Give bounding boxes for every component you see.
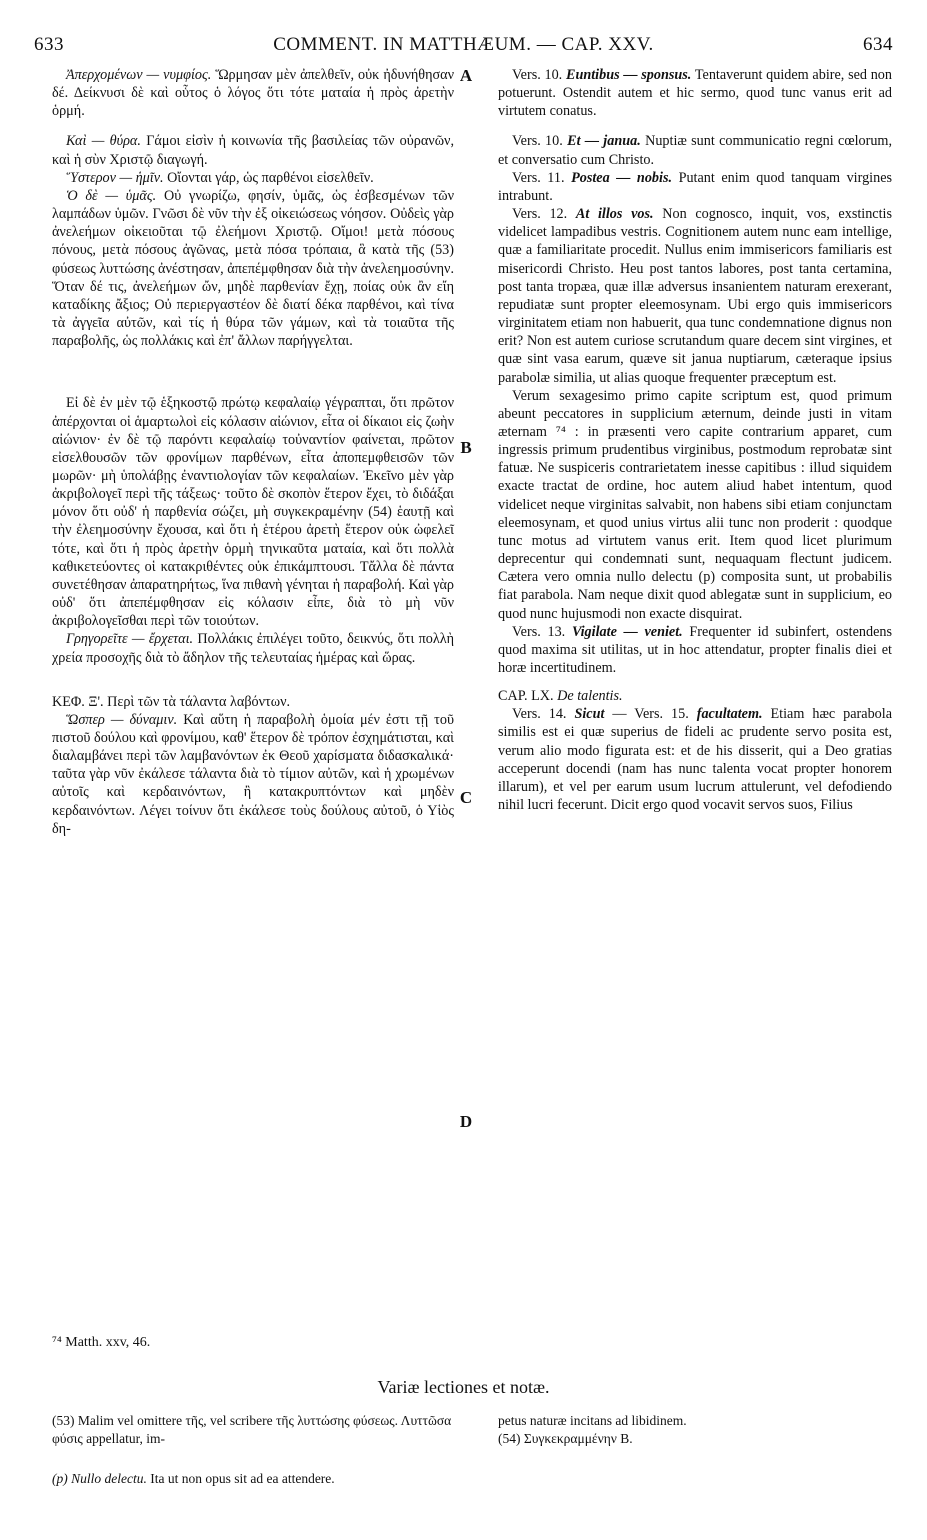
latin-paragraph xyxy=(498,387,892,623)
note-54-block xyxy=(498,1412,892,1448)
paragraph-text: Etiam hæc parabola similis est ei quæ superius de fideli ac prudente servo posita est, verum alio modo figurata est: et de his disserit, qui a Deo gratias acceperunt docendi (nam has nunc talenta vocat propter honorem illarum), et vel per earum usum lucrum attulerunt, vel defodiendo nihil lucri fecerunt. Dicit ergo quod vocavit servos suos, Filius xyxy=(498,706,893,814)
latin-paragraph xyxy=(498,66,892,120)
paragraph-text: Οἴονται γάρ, ὡς παρθένοι εἰσελθεῖν. xyxy=(167,169,374,186)
note-text: Ita ut non opus sit ad ea attendere. xyxy=(150,1471,335,1486)
lemma: Ἀπερχομένων — νυμφίος. xyxy=(66,67,212,83)
variae-lectiones-heading: Variæ lectiones et notæ. xyxy=(377,1377,550,1397)
paragraph-text: Nuptiæ sunt communicatio regni cœlorum, et conversatio cum Christo. xyxy=(498,133,893,168)
greek-paragraph xyxy=(52,394,454,630)
latin-paragraph xyxy=(498,205,892,387)
verse-ref: Vers. 11. xyxy=(512,169,565,186)
greek-paragraph xyxy=(52,169,454,187)
note-label: (p) Nullo delectu. xyxy=(52,1471,147,1486)
lemma: Euntibus — sponsus. xyxy=(565,67,692,83)
lemma: Vigilate — veniet. xyxy=(571,623,683,640)
verse-ref: Vers. 10. xyxy=(512,133,563,150)
paragraph-text: Εἰ δὲ ἐν μὲν τῷ ἑξηκοστῷ πρώτῳ κεφαλαίῳ γέγραπται, ὅτι πρῶτον ἀπέρχονται οἱ ἁμαρτωλοὶ εἰς κόλασιν αἰώνιον, εἶτα οἱ δίκαιοι εἰς ζωὴν αἰώνιον· ἐν δὲ τῷ παρόντι κεφαλαίῳ τοὐναντίον φαίνεται, πρῶτον εἰσελθουσῶν τῶν φρονίμων παρθένων, εἶτα ἀποπεμφθεισῶν τῶν μωρῶν· μὴ ὑπολάβῃς ἐναντιολογίαν τῶν κεφαλαίων. Ἐκεῖνο μὲν γὰρ ἀκριβολογεῖ περὶ τῆς τάξεως· τοῦτο δὲ σκοπὸν ἕτερον ἔχει, τὸ διδάξαι μόνον ὅτι οὐδ' ἡ παρθενία σώζει, μὴ συγκεκραμένην (54) ἑαυτῇ καὶ τὴν ἐλεημοσύνην ἔχουσα, καὶ ὅτι ἡ ἑτέρου ἀρετὴ ἕτερον οὐκ ὠφελεῖ τότε, καὶ ὅτι ἡ πρὸς ἀρετὴν ὁρμὴ τηνικαῦτα ματαία, καὶ ὅτι πολλὰ καθικετεύοντες οἱ κατακριθέντες οὐκ ἐπικάμπτουσι. Τἄλλα δὲ πάντα συνετέθησαν ἀπαρατηρήτως, ἵνα πιθανὴ γένηται ἡ παραβολή. Καὶ γὰρ οὐδ' ὅτι ἀπεπέμφθησαν εἰς κόλασιν εἶπε, διὰ τὸ μὴ νῦν ἀκριβολογεῖσθαι περὶ τῶν τοιούτων. xyxy=(52,395,454,630)
note-p xyxy=(52,1471,892,1487)
verse-ref: Vers. 13. xyxy=(512,623,566,640)
chapter-heading-greek: ΚΕΦ. Ξ'. Περὶ τῶν τὰ τάλαντα λαβόντων. xyxy=(52,693,291,710)
scripture-footnote: ⁷⁴ Matth. xxv, 46. xyxy=(52,1335,151,1350)
lemma: Ὕστερον — ἡμῖν. xyxy=(66,169,164,186)
paragraph-text: Πολλάκις ἐπιλέγει τοῦτο, δεικνύς, ὅτι πολλὴ χρεία προσοχῆς διὰ τὸ ἄδηλον τῆς τελευταίας ἡμέρας καὶ ὥρας. xyxy=(52,631,454,666)
note-53: (53) Malim vel omittere τῆς, vel scribere τῆς λυττώσης φύσεως. Λυττῶσα φύσις appellatur, im- xyxy=(52,1413,452,1446)
lemma: facultatem. xyxy=(696,706,763,723)
section-marker-b: B xyxy=(460,438,472,457)
latin-column xyxy=(498,66,892,814)
chapter-number: CAP. LX. xyxy=(498,688,554,705)
latin-paragraph xyxy=(498,705,892,814)
lemma: Ὁ δὲ — ὑμᾶς. xyxy=(66,187,157,204)
paragraph-text: Ὥρμησαν μὲν ἀπελθεῖν, οὐκ ἠδυνήθησαν δέ. Δείκνυσι δὲ καὶ οὗτος ὁ λόγος ὅτι τότε ματαία ἡ πρὸς ἀρετὴν ὁρμή. xyxy=(52,67,455,120)
chapter-heading-latin xyxy=(498,687,892,705)
running-header xyxy=(34,34,893,56)
latin-paragraph xyxy=(498,623,892,677)
greek-paragraph xyxy=(52,66,454,120)
page-number-left: 633 xyxy=(34,34,64,55)
greek-paragraph xyxy=(52,187,454,350)
paragraph-text: Οὐ γνωρίζω, φησίν, ὑμᾶς, ὡς ἐσβεσμένων τῶν λαμπάδων ὑμῶν. Γνῶσι δὲ νῦν τὴν ἐξ οἰκειώσεως νόησον. Οὐδεὶς γὰρ ἀνελεήμων οἰκειοῦται τῷ ἐλεήμονι Χριστῷ. Οἴμοι! μετὰ πόσους πόνους, μετὰ πόσους ἀγῶνας, μετὰ πόσα τρόπαια, ἃ κατὰ τῆς (53) φύσεως λυττώσης ἀνέστησαν, ἀπεπέμφθησαν διὰ τὴν ἀνελεημοσύνην. Ὅταν δέ τις, ἀνελεήμων ὤν, μηδὲ παρθενίαν ἔχῃ, ποίας οὐκ ἂν εἴη καταδίκης ἄξιος; Οὐ περιεργαστέον δὲ διατί δέκα παρθένοι, καὶ τίνα τὰ ἀγγεῖα αὐτῶν, καὶ τίς ἡ θύρα τῶν γάμων, καὶ τὰ τοιαῦτα τῆς παραβολῆς, ὡς πολλάκις καὶ ἐπ' ἄλλων παρήγγελται. xyxy=(52,187,454,350)
greek-column xyxy=(52,66,454,838)
greek-paragraph xyxy=(52,711,454,838)
latin-paragraph xyxy=(498,169,892,205)
paragraph-text: Γάμοι εἰσὶν ἡ κοινωνία τῆς βασιλείας τῶν οὐρανῶν, καὶ ἡ σὺν Χριστῷ διαγωγή. xyxy=(52,133,454,168)
verse-ref: Vers. 14. xyxy=(512,706,567,723)
note-54: (54) Συγκεκραμμένην B. xyxy=(498,1431,633,1446)
running-title: COMMENT. IN MATTHÆUM. — CAP. XXV. xyxy=(273,34,654,55)
section-marker-c: C xyxy=(459,788,473,807)
section-marker-a: A xyxy=(459,66,473,85)
section-marker-d: D xyxy=(459,1112,473,1131)
greek-paragraph xyxy=(52,630,454,666)
paragraph-text: Καὶ αὕτη ἡ παραβολὴ ὁμοία μέν ἐστι τῇ τοῦ πιστοῦ δούλου καὶ φρονίμου, καθ' ἕτερον δὲ τρόπον ἐσχημάτισται, καὶ διαλαμβάνει περὶ τῶν λαμβανόντων ἐκ Θεοῦ χαρίσματα διδασκαλικά· ταῦτα γὰρ νῦν ἐκάλεσε τάλαντα διὰ τὸ τίμιον αὐτῶν, καὶ ἡ χρωμένων αὐτοῖς καὶ κερδαινόντων, ἢ κατακρυπτόντων καὶ μηδὲν κερδαινόντων. Λέγει τοίνυν ὅτι ἐκάλεσε τοὺς δούλους αὐτοῦ, ὁ Υἱὸς δη- xyxy=(52,711,454,837)
latin-paragraph xyxy=(498,132,892,168)
paragraph-text: Non cognosco, inquit, vos, exstinctis videlicet lampadibus vestris. Cognitionem autem nunc eam intellige, quæ a familiaritate procedit. Nullus enim immisericors familiaris est misericordi Christo. Heu post tantos labores, post tanta certamina, post tanta tropæa, quæ illæ adversus insanientem naturam erexerant, repudiatæ sunt propter eleemosynam. Ubi ergo quis immisericors virginitatem etiam non habuerit, qua tunc condemnatione dignus non erit? Non est autem curiose scrutandum quare decem sint virgines, et quæ sint vasa earum, quæve sit janua nuptiarum, cæteraque ipsius parabolæ similia, ut alias quoque frequenter præceptum est. xyxy=(498,206,893,386)
verse-ref: — Vers. 15. xyxy=(612,706,689,723)
verse-ref: Vers. 12. xyxy=(512,206,568,223)
lemma: Γρηγορεῖτε — ἔρχεται. xyxy=(66,631,194,648)
lemma: Ὥσπερ — δύναμιν. xyxy=(66,711,178,728)
lemma: Postea — nobis. xyxy=(571,169,673,186)
paragraph-text: Verum sexagesimo primo capite scriptum est, quod primum abeunt peccatores in supplicium æternum, deinde justi in vitam æternam ⁷⁴ : in præsenti vero capite contrarium apparet, cum ingressis primum prudentibus virginibus, postmodum reprobatæ sint fatuæ. Ne suspiceris contrarietatem inesse capitibus : illud siquidem exacte tractat de ordine, hoc autem aliud habet intentum, quod videlicet neque virginitas salvabit, non habens sibi etiam conjunctam eleemosynam, et quod unius virtus alii tunc non proderit : quodque tunc motus ad virtutem vanus erit. Item quod licet plurimum deprecentur qui condemnati sunt, nequaquam flectunt judicem. Cætera vero omnia nullo delectu (p) composita sunt, ut probabilis fiat parabola. Nam neque dixit quod ablegatæ sunt in supplicium, eo quod nunc hujusmodi non exacte disquirat. xyxy=(498,387,892,622)
lemma: Sicut xyxy=(574,706,605,723)
greek-paragraph xyxy=(52,132,454,168)
verse-ref: Vers. 10. xyxy=(512,67,563,83)
lemma: At illos vos. xyxy=(575,206,654,223)
paragraph-text: Tentaverunt quidem abire, sed non potuerunt. Ostendit autem et hic sermo, quod tunc vanus erit ad virtutem conatus. xyxy=(498,67,892,120)
lemma: Καὶ — θύρα. xyxy=(66,133,141,150)
paragraph-text: Putant enim quod tanquam virgines intrabunt. xyxy=(498,169,893,204)
note-53-continuation: petus naturæ incitans ad libidinem. xyxy=(498,1413,687,1428)
lemma: Et — janua. xyxy=(567,133,641,150)
page-number-right: 634 xyxy=(863,34,893,55)
chapter-title: De talentis. xyxy=(557,688,623,705)
paragraph-text: Frequenter id subinfert, ostendens quod maxima sit utilitas, ut in hoc attendatur, propter finalis diei et horæ incertitudinem. xyxy=(498,623,892,676)
